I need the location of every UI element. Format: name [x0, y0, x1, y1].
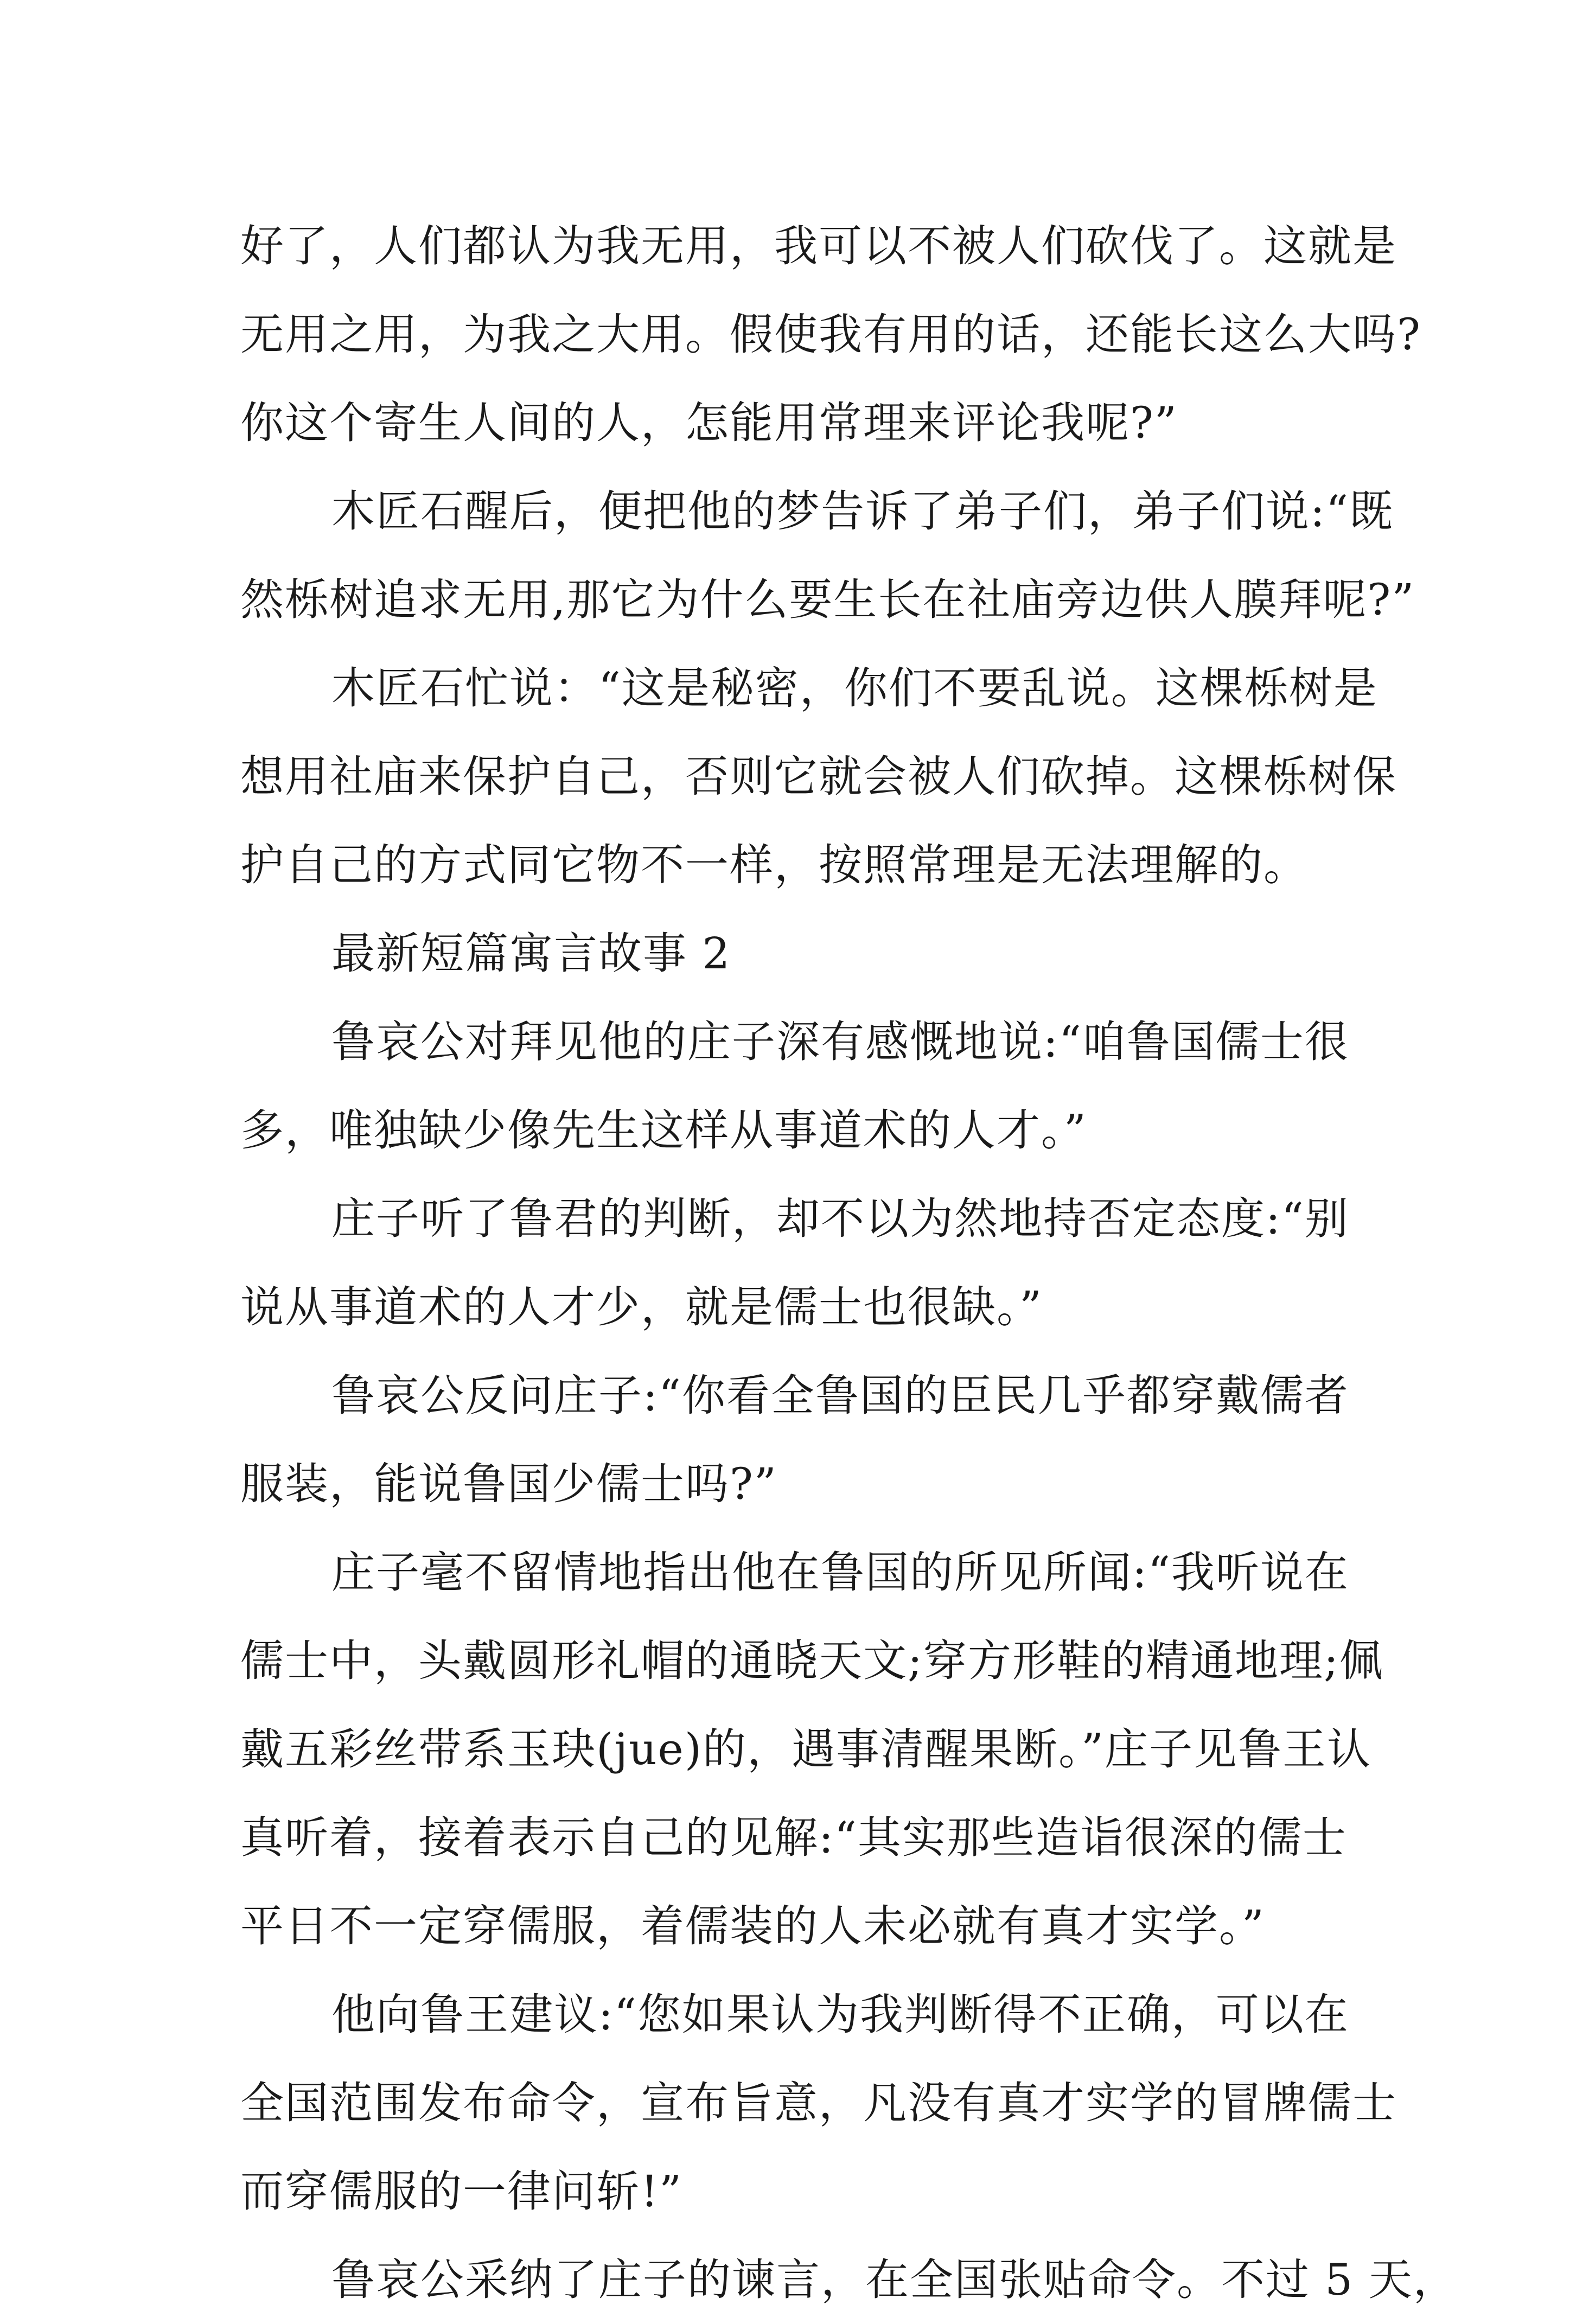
paragraph-start-line: 他向鲁王建议:“您如果认为我判断得不正确，可以在	[331, 1989, 1349, 2040]
paragraph-start-line: 木匠石忙说：“这是秘密，你们不要乱说。这棵栎树是	[331, 663, 1378, 713]
document-body	[240, 202, 1458, 2324]
text-line: 想用社庙来保护自己，否则它就会被人们砍掉。这棵栎树保	[240, 751, 1397, 802]
paragraph-start-line: 鲁哀公对拜见他的庄子深有感慨地说:“咱鲁国儒士很	[331, 1017, 1349, 1067]
section-heading: 最新短篇寓言故事 2	[331, 928, 731, 979]
text-line: 说从事道术的人才少，就是儒士也很缺。”	[240, 1282, 1043, 1332]
text-line: 真听着，接着表示自己的见解:“其实那些造诣很深的儒士	[240, 1812, 1347, 1863]
text-line: 无用之用，为我之大用。假使我有用的话，还能长这么大吗?	[240, 309, 1421, 360]
paragraph-start-line: 鲁哀公反问庄子:“你看全鲁国的臣民几乎都穿戴儒者	[331, 1370, 1349, 1421]
text-line: 平日不一定穿儒服，着儒装的人未必就有真才实学。”	[240, 1901, 1265, 1951]
paragraph-start-line: 鲁哀公采纳了庄子的谏言，在全国张贴命令。不过 5 天，	[331, 2255, 1458, 2305]
text-line: 儒士中，头戴圆形礼帽的通晓天文;穿方形鞋的精通地理;佩	[240, 1636, 1384, 1686]
text-line: 然栎树追求无用,那它为什么要生长在社庙旁边供人膜拜呢?”	[240, 574, 1415, 625]
paragraph-start-line: 庄子听了鲁君的判断，却不以为然地持否定态度:“别	[331, 1193, 1349, 1244]
paragraph-start-line: 庄子毫不留情地指出他在鲁国的所见所闻:“我听说在	[331, 1547, 1349, 1598]
text-line: 全国范围发布命令，宣布旨意，凡没有真才实学的冒牌儒士	[240, 2078, 1397, 2128]
text-line: 多，唯独缺少像先生这样从事道术的人才。”	[240, 1105, 1087, 1155]
text-line: 好了，人们都认为我无用，我可以不被人们砍伐了。这就是	[240, 221, 1397, 271]
text-line: 戴五彩丝带系玉玦(jue)的，遇事清醒果断。”庄子见鲁王认	[240, 1724, 1371, 1774]
paragraph-start-line: 木匠石醒后，便把他的梦告诉了弟子们，弟子们说:“既	[331, 486, 1394, 537]
text-line: 服装，能说鲁国少儒士吗?”	[240, 1459, 777, 1509]
text-line: 护自己的方式同它物不一样，按照常理是无法理解的。	[240, 840, 1308, 890]
text-line: 而穿儒服的一律问斩!”	[240, 2166, 683, 2217]
text-line: 你这个寄生人间的人，怎能用常理来评论我呢?”	[240, 398, 1178, 448]
